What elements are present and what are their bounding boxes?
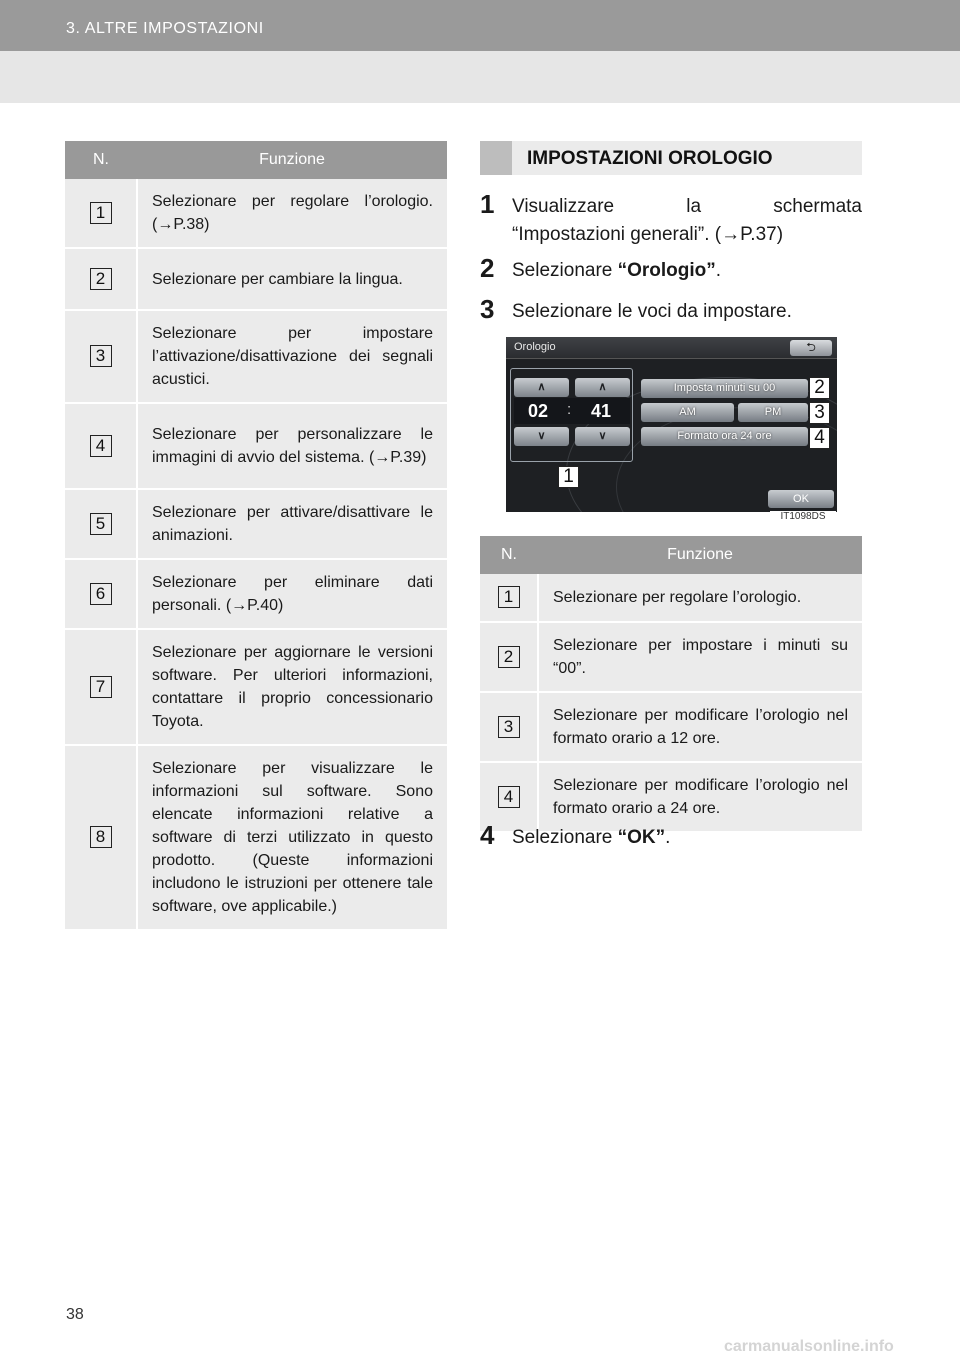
step-4-prefix: Selezionare (512, 827, 618, 848)
row-description: Selezionare per aggiornare le versioni software. Per ulteriori informazioni, contattare il proprio concessionario Toyota. (137, 629, 447, 745)
callout-marker: 4 (809, 427, 830, 449)
table-row (65, 310, 447, 403)
step-1-word-c: schermata (773, 196, 862, 217)
section-header-title: 3. ALTRE IMPOSTAZIONI (66, 20, 264, 37)
table-row (65, 403, 447, 489)
image-code-label: IT1098DS (770, 511, 836, 523)
right-col-num-header: N. (480, 536, 538, 574)
step-2-bold: “Orologio” (617, 260, 716, 281)
section-heading-title: IMPOSTAZIONI OROLOGIO (527, 148, 773, 169)
callout-marker: 2 (809, 377, 830, 399)
row-number: 1 (90, 202, 112, 224)
row-number: 2 (90, 268, 112, 290)
row-description: Selezionare per cambiare la lingua. (137, 248, 447, 310)
step-1-word-a: Visualizzare (512, 196, 615, 217)
row-description: Selezionare per modificare l’orologio nel formato orario a 24 ore. (538, 762, 862, 832)
pm-button[interactable]: PM (738, 403, 808, 422)
callout-marker: 1 (558, 466, 579, 488)
set-minutes-00-button[interactable]: Imposta minuti su 00 (641, 379, 808, 398)
step-number: 4 (480, 820, 495, 850)
table-row (480, 574, 862, 622)
row-number: 7 (90, 676, 112, 698)
row-description: Selezionare per impostare l’attivazione/disattivazione dei segnali acustici. (137, 310, 447, 403)
table-row (65, 179, 447, 248)
back-button[interactable]: ⮌ (790, 340, 832, 356)
step-number: 1 (480, 189, 495, 219)
24h-format-button[interactable]: Formato ora 24 ore (641, 427, 808, 446)
section-heading (480, 141, 862, 175)
row-description: Selezionare per regolare l’orologio. (→P.38) (137, 179, 447, 248)
left-col-func-header: Funzione (137, 141, 447, 179)
screen-title: Orologio (514, 341, 556, 353)
header-band (0, 51, 960, 103)
left-function-table (65, 141, 447, 931)
row-number: 3 (498, 716, 520, 738)
step-1 (480, 189, 862, 249)
table-row (65, 559, 447, 629)
step-4-bold: “OK” (617, 827, 666, 848)
ok-button[interactable]: OK (768, 490, 834, 508)
row-description: Selezionare per attivare/disattivare le animazioni. (137, 489, 447, 559)
watermark: carmanualsonline.info (724, 1338, 894, 1355)
right-function-table (480, 536, 862, 833)
row-description: Selezionare per modificare l’orologio nel formato orario a 12 ore. (538, 692, 862, 762)
step-2-suffix: . (715, 260, 722, 281)
step-1-word-b: la (686, 196, 702, 217)
table-row (65, 629, 447, 745)
section-heading-tab (480, 141, 512, 175)
table-row (65, 248, 447, 310)
row-number: 3 (90, 345, 112, 367)
row-number: 2 (498, 646, 520, 668)
step-4 (480, 820, 862, 852)
row-description: Selezionare per personalizzare le immagini di avvio del sistema. (→P.39) (137, 403, 447, 489)
table-row (480, 622, 862, 692)
step-3 (480, 294, 862, 326)
row-description: Selezionare per visualizzare le informazioni sul software. Sono elencate informazioni relative a software di terzi utilizzato in questo prodotto. (Queste informazioni includono le istruzioni per ottenere tale software, ove applicabile.) (137, 745, 447, 930)
callout-marker: 3 (809, 402, 830, 424)
page-number: 38 (66, 1306, 84, 1323)
step-3-text: Selezionare le voci da impostare. (512, 301, 792, 322)
step-number: 2 (480, 253, 495, 283)
table-row (65, 489, 447, 559)
row-number: 6 (90, 583, 112, 605)
step-4-suffix: . (665, 827, 671, 848)
left-col-num-header: N. (65, 141, 137, 179)
row-description: Selezionare per eliminare dati personali. (→P.40) (137, 559, 447, 629)
step-2-prefix: Selezionare (512, 260, 618, 281)
row-number: 1 (498, 586, 520, 608)
time-colon: : (567, 401, 572, 418)
step-1-line-2: “Impostazioni generali”. (→P.37) (512, 224, 784, 245)
step-number: 3 (480, 294, 495, 324)
step-2 (480, 253, 862, 285)
row-number: 5 (90, 513, 112, 535)
minute-down-button[interactable]: ∨ (575, 427, 630, 446)
left-table-header-row (65, 141, 447, 179)
table-row (480, 692, 862, 762)
hours-value: 02 (528, 401, 549, 421)
hour-down-button[interactable]: ∨ (514, 427, 569, 446)
minute-up-button[interactable]: ∧ (575, 378, 630, 397)
row-description: Selezionare per regolare l’orologio. (538, 574, 862, 622)
row-number: 8 (90, 826, 112, 848)
row-description: Selezionare per impostare i minuti su “00”. (538, 622, 862, 692)
table-row (65, 745, 447, 930)
hour-up-button[interactable]: ∧ (514, 378, 569, 397)
right-table-header-row (480, 536, 862, 574)
am-button[interactable]: AM (641, 403, 734, 422)
table-row (480, 762, 862, 832)
row-number: 4 (498, 786, 520, 808)
screen-title-bar (506, 337, 837, 359)
clock-settings-screen (506, 337, 837, 512)
header-bar (0, 0, 960, 51)
minutes-value: 41 (591, 401, 612, 421)
row-number: 4 (90, 435, 112, 457)
right-col-func-header: Funzione (538, 536, 862, 574)
